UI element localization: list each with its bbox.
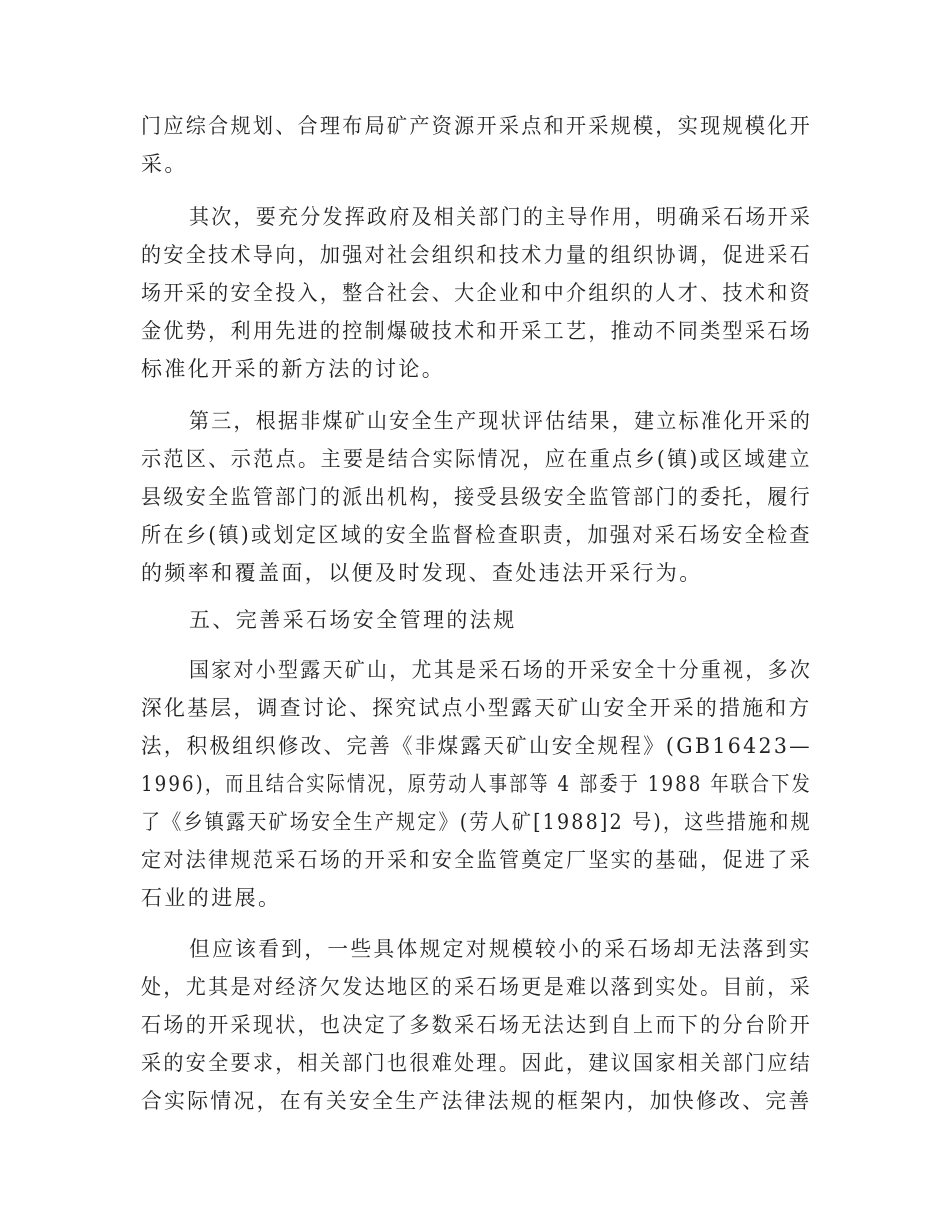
text-line: 所在乡(镇)或划定区域的安全监督检查职责，加强对采石场安全检查 <box>141 523 812 547</box>
text-line: 县级安全监管部门的派出机构，接受县级安全监管部门的委托，履行 <box>141 485 812 509</box>
text-line: 场开采的安全投入，整合社会、大企业和中介组织的人才、技术和资 <box>141 281 812 305</box>
paragraph-start-line: 国家对小型露天矿山，尤其是采石场的开采安全十分重视，多次 <box>189 658 813 682</box>
text-line: 标准化开采的新方法的讨论。 <box>141 357 446 381</box>
text-line: 的频率和覆盖面，以便及时发现、查处违法开采行为。 <box>141 561 703 585</box>
text-line: 处，尤其是对经济欠发达地区的采石场更是难以落到实处。目前，采 <box>141 975 812 999</box>
text-line: 采。 <box>141 152 188 176</box>
text-line: 门应综合规划、合理布局矿产资源开采点和开采规模，实现规模化开 <box>141 114 812 138</box>
text-line: 了《乡镇露天矿场安全生产规定》(劳人矿[1988]2 号)，这些措施和规 <box>141 810 812 834</box>
text-line: 合实际情况，在有关安全生产法律法规的框架内，加快修改、完善 <box>141 1089 812 1113</box>
text-line: 石业的进展。 <box>141 886 282 910</box>
text-line: 采的安全要求，相关部门也很难处理。因此，建议国家相关部门应结 <box>141 1051 812 1075</box>
paragraph-start-line: 但应该看到，一些具体规定对规模较小的采石场却无法落到实 <box>189 937 812 961</box>
paragraph-start-line: 其次，要充分发挥政府及相关部门的主导作用，明确采石场开采 <box>189 205 813 229</box>
text-line: 的安全技术导向，加强对社会组织和技术力量的组织协调，促进采石 <box>141 243 812 267</box>
text-line: 定对法律规范采石场的开采和安全监管奠定厂坚实的基础，促进了采 <box>141 848 812 872</box>
text-line: 法，积极组织修改、完善《非煤露天矿山安全规程》(GB16423— <box>141 734 813 758</box>
text-line: 示范区、示范点。主要是结合实际情况，应在重点乡(镇)或区域建立 <box>141 447 812 471</box>
text-line: 1996)，而且结合实际情况，原劳动人事部等 4 部委于 1988 年联合下发 <box>141 772 812 796</box>
text-line: 深化基层，调查讨论、探究试点小型露天矿山安全开采的措施和方 <box>141 696 812 720</box>
text-line: 金优势，利用先进的控制爆破技术和开采工艺，推动不同类型采石场 <box>141 319 812 343</box>
section-heading: 五、完善采石场安全管理的法规 <box>189 608 517 632</box>
text-line: 石场的开采现状，也决定了多数采石场无法达到自上而下的分台阶开 <box>141 1013 812 1037</box>
paragraph-start-line: 第三，根据非煤矿山安全生产现状评估结果，建立标准化开采的 <box>189 409 813 433</box>
